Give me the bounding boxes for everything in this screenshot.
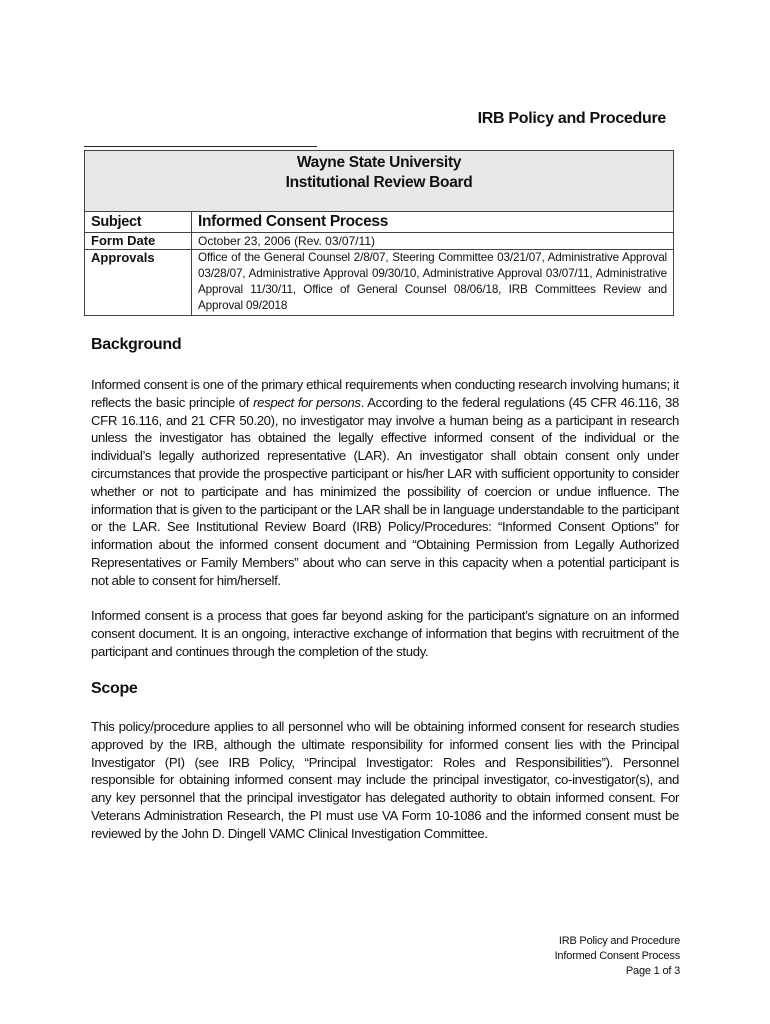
scope-heading: Scope [91, 680, 138, 697]
form-date-value: October 23, 2006 (Rev. 03/07/11) [192, 233, 674, 250]
page-number: Page 1 of 3 [625, 965, 680, 977]
approvals-label: Approvals [85, 250, 192, 316]
form-date-row [85, 233, 674, 250]
background-paragraph-1 [91, 376, 679, 590]
header-rule [84, 146, 317, 147]
page-footer [555, 934, 680, 979]
institution-banner [85, 151, 674, 212]
form-date-label: Form Date [85, 233, 192, 250]
background-paragraph-2: Informed consent is a process that goes far beyond asking for the participant’s signature on an informed consent document. It is an ongoing, interactive exchange of information that begins with recruitment of the participant and continues through the completion of the study. [91, 608, 679, 659]
subject-label: Subject [85, 212, 192, 233]
footer-subject: Informed Consent Process [554, 950, 680, 962]
respect-for-persons-emphasis: respect for persons [253, 394, 361, 410]
footer-doc-title: IRB Policy and Procedure [558, 935, 680, 947]
background-p1-text-b: . According to the federal regulations (45 CFR 46.116, 38 CFR 16.116, and 21 CFR 50.20), no investigator may involve a human being as a participant in research unless the investigator has obtained the legally effective informed consent of the individual or the individual’s legally authorized representative (LAR). An investigator shall obtain consent only under circumstances that provide the prospective participant or his/her LAR with sufficient opportunity to consider whether or not to participate and has minimized the possibility of coercion or undue influence. The information that is given to the participant or the LAR shall be in language understandable to the participant or the LAR. See Institutional Review Board (IRB) Policy/Procedures: “Informed Consent Options” for information about the informed consent document and “Obtaining Permission from Legally Authorized Representatives or Family Members” about who can serve in this capacity when a potential participant is not able to consent for him/herself. [91, 394, 679, 588]
subject-value: Informed Consent Process [192, 212, 674, 233]
approvals-value: Office of the General Counsel 2/8/07, Steering Committee 03/21/07, Administrative Approval 03/28/07, Administrative Approval 09/30/10, Administrative Approval 03/07/11, Administrative Approval 11/30/11, Office of General Counsel 08/06/18, IRB Committees Review and Approval 09/2018 [192, 250, 674, 316]
approvals-row [85, 250, 674, 316]
header-table [84, 150, 674, 316]
university-name: Wayne State University [296, 154, 462, 171]
document-title: IRB Policy and Procedure [477, 110, 666, 127]
scope-paragraph: This policy/procedure applies to all personnel who will be obtaining informed consent for research studies approved by the IRB, although the ultimate responsibility for informed consent lies with the Principal Investigator (PI) (see IRB Policy, “Principal Investigator: Roles and Responsibilities”). Personnel responsible for obtaining informed consent may include the principal investigator, co-investigator(s), and any key personnel that the principal investigator has delegated authority to obtain informed consent. For Veterans Administration Research, the PI must use VA Form 10-1086 and the informed consent must be reviewed by the John D. Dingell VAMC Clinical Investigation Committee. [91, 719, 679, 841]
board-name: Institutional Review Board [285, 174, 473, 191]
background-p1-text-a: Informed consent is one of the primary ethical requirements when conducting research involving humans; it reflects the basic principle of [91, 377, 679, 410]
background-heading: Background [91, 336, 182, 353]
subject-row [85, 212, 674, 233]
